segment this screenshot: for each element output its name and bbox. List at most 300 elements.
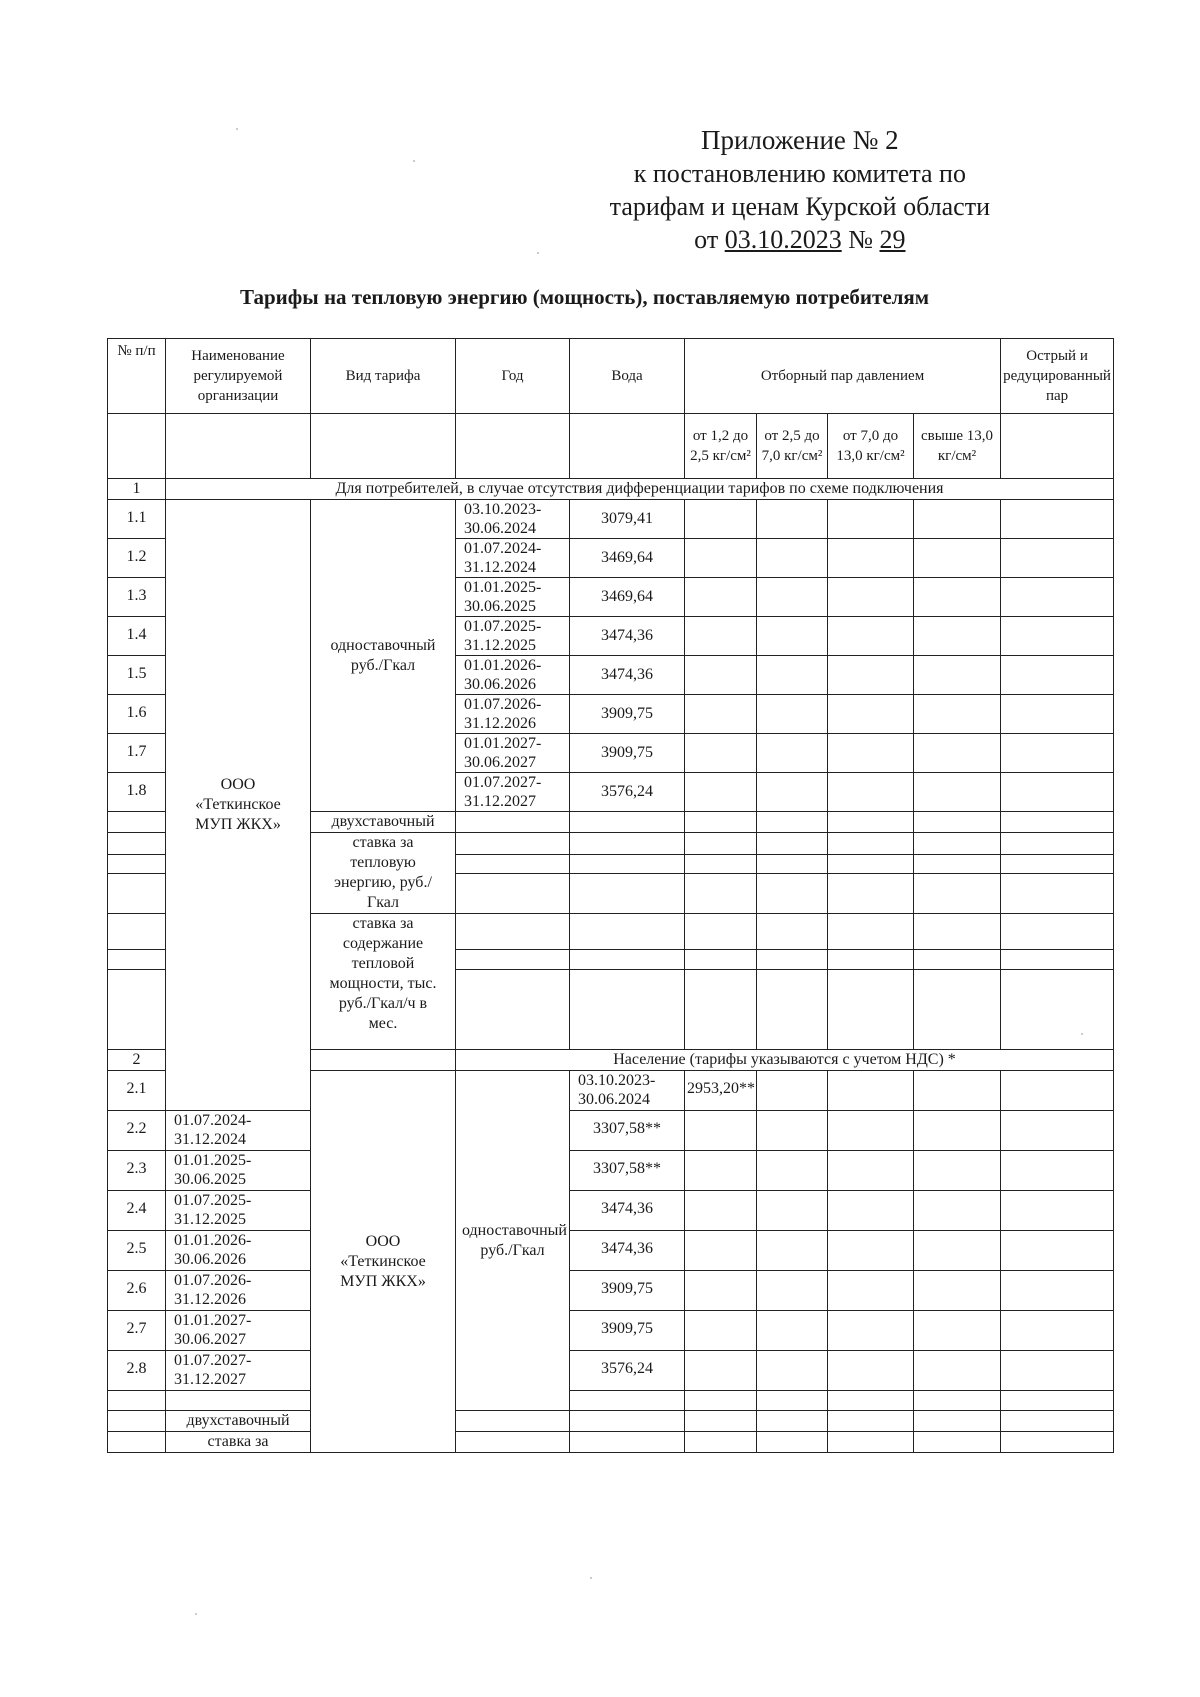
blank-cell [828,855,914,874]
section1-label: Для потребителей, в случае отсутствия дифференциации тарифов по схеме подключения [166,479,1114,500]
water-value: 3474,36 [570,656,685,695]
blank-cell [685,1311,757,1351]
tariff-row [108,1231,1114,1271]
scan-speck [413,160,415,162]
period-end: 31.12.2027 [464,793,536,810]
blank-cell [914,1151,1001,1191]
blank-cell [828,1191,914,1231]
period-start: 01.01.2027- [464,735,542,752]
blank-cell [828,1151,914,1191]
blank-cell [685,1391,757,1411]
blank-cell [828,1411,914,1432]
blank-cell [914,1271,1001,1311]
period-start: 01.01.2025- [174,1152,252,1169]
blank-cell [1001,656,1114,695]
period-end: 30.06.2026 [174,1251,246,1268]
blank-cell [456,1411,570,1432]
blank-cell [685,833,757,855]
blank-cell [828,1311,914,1351]
blank-cell [570,1432,685,1453]
tariff-row [108,500,1114,539]
blank-cell [685,734,757,773]
blank-cell [685,812,757,833]
blank-cell [685,617,757,656]
blank-cell [757,734,828,773]
blank-cell [914,617,1001,656]
scan-speck [537,252,539,254]
blank-cell [828,656,914,695]
row-num: 2.7 [108,1311,166,1351]
blank-cell [685,1351,757,1391]
blank-cell [828,1271,914,1311]
water-value: 3474,36 [570,1191,685,1231]
period-end: 31.12.2024 [464,559,536,576]
rate-start-row [108,1432,1114,1453]
blank-cell [1001,414,1114,479]
period-start: 03.10.2023- [578,1072,656,1089]
tariff-row [108,1151,1114,1191]
col-water-header: Вода [570,339,685,414]
blank-cell [914,578,1001,617]
blank-cell [914,1311,1001,1351]
period-end: 30.06.2024 [464,520,536,537]
period-start: 01.07.2024- [464,540,542,557]
period-start: 01.01.2027- [174,1312,252,1329]
blank-cell [914,833,1001,855]
period-cell [456,734,570,773]
blank-cell [914,1111,1001,1151]
blank-cell [757,500,828,539]
water-value: 3909,75 [570,1271,685,1311]
blank-cell [685,695,757,734]
scan-speck [195,1613,197,1615]
blank-cell [914,1071,1001,1111]
period-cell [166,1151,311,1191]
blank-cell [757,1071,828,1111]
row-num: 2.6 [108,1271,166,1311]
blank-cell [914,874,1001,914]
blank-cell [1001,500,1114,539]
blank-cell [1001,914,1114,950]
blank-cell [757,1111,828,1151]
col-steam-header: Отборный пар давлением [685,339,1001,414]
blank-cell [828,1071,914,1111]
period-start: 01.07.2026- [464,696,542,713]
period-end: 30.06.2026 [464,676,536,693]
blank-cell [685,656,757,695]
period-end: 30.06.2027 [464,754,536,771]
row-num: 2.1 [108,1071,166,1111]
row-num: 1.4 [108,617,166,656]
blank-cell [1001,617,1114,656]
period-end: 30.06.2025 [464,598,536,615]
row-num: 1.1 [108,500,166,539]
period-start: 01.01.2025- [464,579,542,596]
water-value: 2953,20** [685,1071,757,1111]
scan-speck [590,1577,592,1579]
blank-cell [1001,1311,1114,1351]
row-num: 1.2 [108,539,166,578]
row-num: 2.8 [108,1351,166,1391]
period-cell [456,656,570,695]
period-cell [456,539,570,578]
row-num: 1.8 [108,773,166,812]
row-num: 2.4 [108,1191,166,1231]
blank-cell [685,1271,757,1311]
blank-cell [108,1432,166,1453]
blank-cell [108,855,166,874]
blank-cell [570,414,685,479]
blank-cell [828,833,914,855]
blank-cell [914,914,1001,950]
period-end: 31.12.2025 [174,1211,246,1228]
blank-cell [914,970,1001,1050]
period-start: 03.10.2023- [464,501,542,518]
blank-cell [1001,578,1114,617]
document-title: Тарифы на тепловую энергию (мощность), поставляемую потребителям [240,285,930,309]
blank-cell [914,734,1001,773]
period-cell [166,1191,311,1231]
blank-cell [914,1432,1001,1453]
two-part-row [108,1411,1114,1432]
blank-cell [570,855,685,874]
blank-cell [1001,1391,1114,1411]
blank-cell [757,950,828,970]
blank-cell [914,500,1001,539]
blank-cell [757,1231,828,1271]
blank-cell [828,1391,914,1411]
water-value: 3576,24 [570,1351,685,1391]
blank-cell [456,1432,570,1453]
blank-cell [828,970,914,1050]
blank-cell [1001,1271,1114,1311]
blank-cell [1001,1151,1114,1191]
blank-cell [757,970,828,1050]
blank-cell [108,914,166,950]
two-part-label: двухставочный [311,812,456,833]
decree-number: 29 [879,225,906,254]
blank-cell [828,617,914,656]
blank-cell [685,950,757,970]
period-start: 01.07.2027- [464,774,542,791]
row-num: 1.7 [108,734,166,773]
blank-cell [456,950,570,970]
blank-cell [685,970,757,1050]
blank-cell [1001,1351,1114,1391]
blank-cell [456,414,570,479]
blank-cell [108,812,166,833]
period-end: 31.12.2024 [174,1131,246,1148]
blank-cell [456,812,570,833]
period-start: 01.01.2026- [174,1232,252,1249]
blank-cell [757,539,828,578]
blank-cell [1001,1191,1114,1231]
blank-cell [108,1411,166,1432]
period-cell [456,773,570,812]
blank-cell [1001,950,1114,970]
blank-cell [1001,734,1114,773]
water-value: 3079,41 [570,500,685,539]
blank-cell [1001,1231,1114,1271]
blank-cell [757,1191,828,1231]
blank-cell [757,874,828,914]
water-value: 3576,24 [570,773,685,812]
blank-cell [1001,1411,1114,1432]
scan-speck [236,128,238,130]
tariff-table [107,338,1114,1453]
blank-cell [757,812,828,833]
blank-cell [914,656,1001,695]
tariff-single-rate: одноставочный руб./Гкал [311,500,456,812]
appendix-title: Приложение № 2 [700,125,899,155]
blank-cell [685,1411,757,1432]
row-num: 1.6 [108,695,166,734]
period-cell [570,1071,685,1111]
blank-cell [757,773,828,812]
period-cell [166,1231,311,1271]
period-end: 31.12.2027 [174,1371,246,1388]
col-year-header: Год [456,339,570,414]
blank-cell [757,1351,828,1391]
blank-cell [914,1191,1001,1231]
water-value: 3909,75 [570,734,685,773]
blank-cell [1001,855,1114,874]
blank-cell [685,874,757,914]
blank-cell [1001,1111,1114,1151]
blank-cell [456,970,570,1050]
blank-cell [108,414,166,479]
blank-cell [828,914,914,950]
appendix-line-2: к постановлению комитета по [633,159,966,188]
blank-cell [757,1411,828,1432]
blank-cell [757,833,828,855]
blank-cell [108,970,166,1050]
blank-cell [828,1351,914,1391]
blank-cell [570,812,685,833]
energy-rate-label: ставка за тепловую энергию, руб./Гкал [311,833,456,914]
row-num: 1.3 [108,578,166,617]
period-cell [456,578,570,617]
steam-range-1: от 1,2 до 2,5 кг/см² [685,414,757,479]
blank-cell [757,1432,828,1453]
col-num-header: № п/п [108,339,166,414]
period-cell [166,1351,311,1391]
blank-cell [914,950,1001,970]
blank-cell [570,914,685,950]
blank-cell [685,855,757,874]
blank-cell [757,656,828,695]
blank-cell [570,874,685,914]
appendix-line-3: тарифам и ценам Курской области [609,192,990,221]
section1-row [108,479,1114,500]
blank-cell [166,1391,311,1411]
period-end: 31.12.2025 [464,637,536,654]
appendix-decree-line [610,223,990,256]
period-cell [456,500,570,539]
water-value: 3469,64 [570,539,685,578]
row-num: 2.2 [108,1111,166,1151]
blank-cell [685,1191,757,1231]
blank-cell [456,855,570,874]
water-value: 3307,58** [570,1151,685,1191]
blank-cell [570,970,685,1050]
period-end: 31.12.2026 [174,1291,246,1308]
period-cell [166,1311,311,1351]
blank-cell [108,950,166,970]
blank-cell [570,833,685,855]
water-value: 3474,36 [570,617,685,656]
blank-cell [685,914,757,950]
steam-range-2: от 2,5 до 7,0 кг/см² [757,414,828,479]
water-value: 3909,75 [570,1311,685,1351]
blank-cell [456,874,570,914]
decree-number-sign: № [848,225,873,254]
blank-cell [166,414,311,479]
period-end: 30.06.2027 [174,1331,246,1348]
blank-cell [914,695,1001,734]
decree-from: от [694,225,719,254]
appendix-header [610,124,990,256]
blank-cell [828,812,914,833]
section2-label: Население (тарифы указываются с учетом НДС) * [456,1050,1114,1071]
blank-cell [570,1391,685,1411]
water-value: 3469,64 [570,578,685,617]
blank-cell [828,950,914,970]
blank-cell [685,1432,757,1453]
blank-cell [757,1311,828,1351]
blank-cell [828,578,914,617]
steam-range-4: свыше 13,0 кг/см² [914,414,1001,479]
blank-cell [1001,812,1114,833]
period-cell [456,695,570,734]
tariff-row [108,1311,1114,1351]
blank-cell [1001,833,1114,855]
blank-cell [757,1151,828,1191]
blank-cell [757,1391,828,1411]
blank-cell [1001,970,1114,1050]
tariff-row [108,1191,1114,1231]
period-start: 01.01.2026- [464,657,542,674]
blank-cell [914,773,1001,812]
blank-cell [1001,1432,1114,1453]
col-tariff-type-header: Вид тарифа [311,339,456,414]
blank-cell [685,1231,757,1271]
blank-cell [914,855,1001,874]
blank-cell [757,578,828,617]
blank-cell [685,578,757,617]
blank-cell [757,695,828,734]
section2-num: 2 [108,1050,166,1071]
period-start: 01.07.2025- [464,618,542,635]
table-subheader-row [108,414,1114,479]
period-cell [456,617,570,656]
water-value: 3909,75 [570,695,685,734]
tariff-row [108,1351,1114,1391]
water-value: 3307,58** [570,1111,685,1151]
period-start: 01.07.2027- [174,1352,252,1369]
blank-cell [828,695,914,734]
blank-cell [108,833,166,855]
blank-cell [914,1411,1001,1432]
tariff-row [108,1111,1114,1151]
blank-cell [456,914,570,950]
section1-num: 1 [108,479,166,500]
blank-cell [685,1151,757,1191]
blank-cell [1001,695,1114,734]
blank-cell [828,500,914,539]
scan-speck [1081,1033,1083,1035]
blank-cell [570,1411,685,1432]
blank-cell [757,617,828,656]
period-end: 30.06.2025 [174,1171,246,1188]
blank-cell [570,950,685,970]
blank-cell [108,1391,166,1411]
decree-date: 03.10.2023 [724,225,842,254]
blank-cell [914,1391,1001,1411]
row-num: 2.5 [108,1231,166,1271]
blank-cell [828,539,914,578]
tariff-row [108,1271,1114,1311]
blank-cell [456,833,570,855]
blank-cell [828,1432,914,1453]
two-part-label: двухставочный [166,1411,311,1432]
blank-cell [1001,539,1114,578]
blank-cell [828,874,914,914]
blank-cell [1001,1071,1114,1111]
blank-cell [828,734,914,773]
capacity-rate-label: ставка за содержание тепловой мощности, тыс. руб./Гкал/ч в мес. [311,914,456,1050]
blank-cell [1001,773,1114,812]
blank-cell [685,1111,757,1151]
blank-cell [757,1271,828,1311]
blank-cell [685,773,757,812]
col-sharp-steam-header: Острый и редуцированный пар [1001,339,1114,414]
blank-cell [108,874,166,914]
row-num: 1.5 [108,656,166,695]
period-start: 01.07.2025- [174,1192,252,1209]
period-end: 31.12.2026 [464,715,536,732]
spacer-row [108,1391,1114,1411]
org-name: ООО «Теткинское МУП ЖКХ» [166,500,311,1111]
blank-cell [1001,874,1114,914]
rate-start-label: ставка за [166,1432,311,1453]
steam-range-3: от 7,0 до 13,0 кг/см² [828,414,914,479]
water-value: 3474,36 [570,1231,685,1271]
blank-cell [828,1111,914,1151]
col-org-header: Наименование регулируемой организации [166,339,311,414]
period-cell [166,1111,311,1151]
org-name: ООО «Теткинское МУП ЖКХ» [311,1071,456,1453]
blank-cell [757,914,828,950]
period-start: 01.07.2026- [174,1272,252,1289]
row-num: 2.3 [108,1151,166,1191]
blank-cell [828,773,914,812]
blank-cell [311,414,456,479]
table-header-row [108,339,1114,414]
blank-cell [914,1231,1001,1271]
blank-cell [757,855,828,874]
blank-cell [828,1231,914,1271]
blank-cell [914,1351,1001,1391]
period-start: 01.07.2024- [174,1112,252,1129]
period-cell [166,1271,311,1311]
blank-cell [914,539,1001,578]
blank-cell [914,812,1001,833]
blank-cell [311,1050,456,1071]
period-end: 30.06.2024 [578,1091,650,1108]
tariff-single-rate: одноставочный руб./Гкал [456,1071,570,1411]
blank-cell [685,539,757,578]
